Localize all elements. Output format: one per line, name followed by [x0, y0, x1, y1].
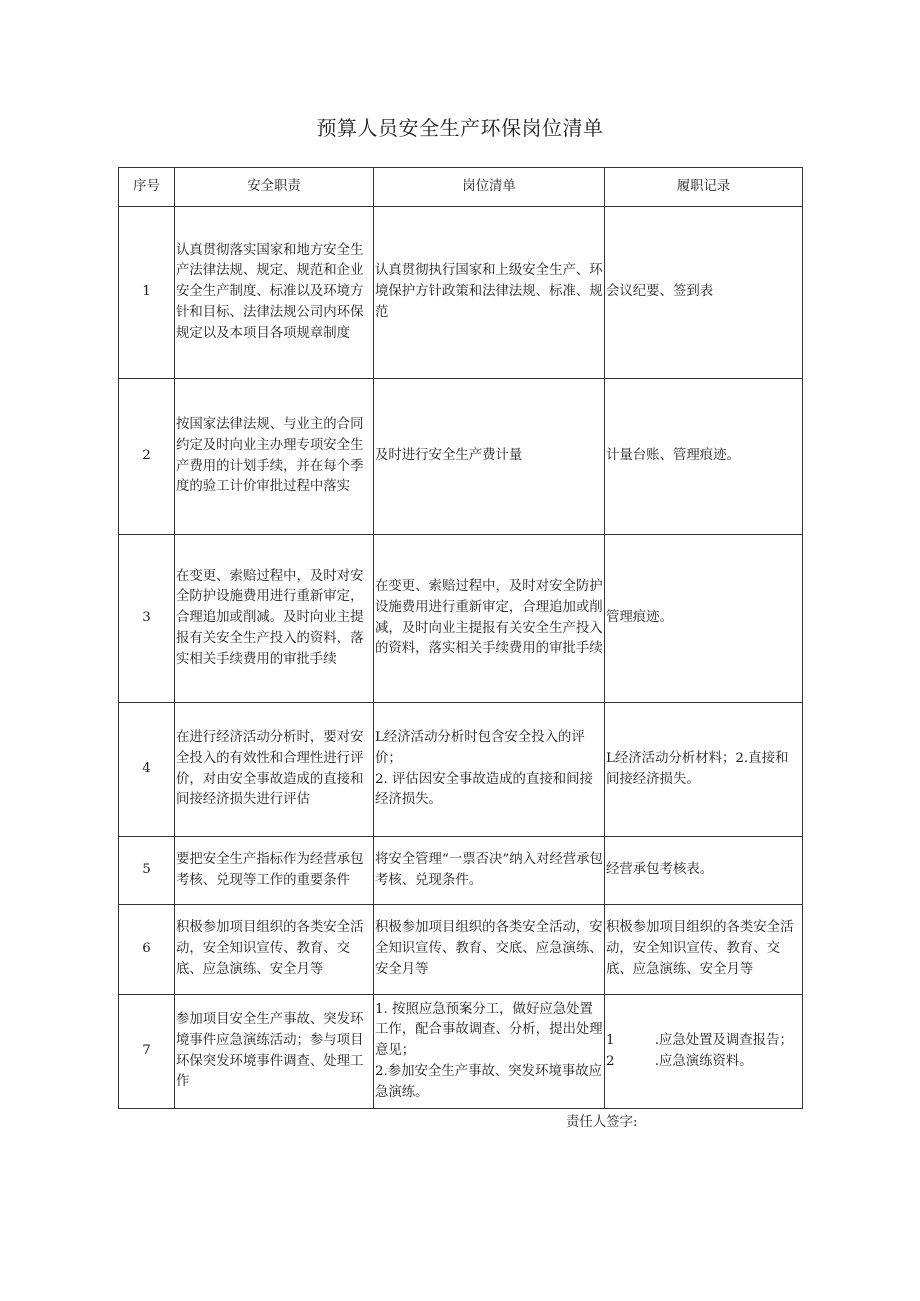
row-seq: 3: [119, 535, 175, 703]
header-performance-record: 履职记录: [605, 168, 803, 207]
row-duty: 在进行经济活动分析时，要对安全投入的有效性和合理性进行评价，对由安全事故造成的直接和间接经济损失进行评估: [175, 703, 374, 837]
row-record: 管理痕迹。: [605, 535, 803, 703]
table-row: [119, 535, 803, 703]
row-seq: 1: [119, 207, 175, 379]
row-record: L经济活动分析材料；2.直接和间接经济损失。: [605, 703, 803, 837]
row-record: 会议纪要、签到表: [605, 207, 803, 379]
header-safety-duty: 安全职责: [175, 168, 374, 207]
table-row: [119, 703, 803, 837]
row-duty: 在变更、索赔过程中，及时对安全防护设施费用进行重新审定，合理追加或削减。及时向业主提报有关安全生产投入的资料，落实相关手续费用的审批手续: [175, 535, 374, 703]
row-duty: 按国家法律法规、与业主的合同约定及时向业主办理专项安全生产费用的计划手续，并在每个季度的验工计价审批过程中落实: [175, 379, 374, 535]
duty-table: [118, 167, 803, 1109]
row-post: 认真贯彻执行国家和上级安全生产、环境保护方针政策和法律法规、标准、规范: [374, 207, 605, 379]
header-seq: 序号: [119, 168, 175, 207]
row-record: 计量台账、管理痕迹。: [605, 379, 803, 535]
row-record: 积极参加项目组织的各类安全活动，安全知识宣传、教育、交底、应急演练、安全月等: [605, 905, 803, 995]
table-row: [119, 995, 803, 1109]
row-seq: 7: [119, 995, 175, 1109]
row-seq: 4: [119, 703, 175, 837]
table-row: [119, 379, 803, 535]
row-seq: 2: [119, 379, 175, 535]
row-post: 将安全管理“一票否决”纳入对经营承包考核、兑现条件。: [374, 837, 605, 905]
row-post: L经济活动分析时包含安全投入的评价； 2. 评估因安全事故造成的直接和间接经济损失。: [374, 703, 605, 837]
row-seq: 6: [119, 905, 175, 995]
table-row: [119, 905, 803, 995]
signature-label: 责任人签字:: [566, 1115, 638, 1130]
row-post: 在变更、索赔过程中，及时对安全防护设施费用进行重新审定，合理追加或削减，及时向业主提报有关安全生产投入的资料，落实相关手续费用的审批手续: [374, 535, 605, 703]
page-title: 预算人员安全生产环保岗位清单: [316, 116, 604, 140]
row-duty: 参加项目安全生产事故、突发环境事件应急演练活动；参与项目环保突发环境事件调查、处理工作: [175, 995, 374, 1109]
table-row: [119, 837, 803, 905]
row-record: 经营承包考核表。: [605, 837, 803, 905]
row-post: 积极参加项目组织的各类安全活动，安全知识宣传、教育、交底、应急演练、安全月等: [374, 905, 605, 995]
header-row: [119, 168, 803, 207]
row-duty: 认真贯彻落实国家和地方安全生产法律法规、规定、规范和企业安全生产制度、标准以及环境方针和目标、法律法规公司内环保规定以及本项目各项规章制度: [175, 207, 374, 379]
table-row: [119, 207, 803, 379]
header-post-list: 岗位清单: [374, 168, 605, 207]
row-duty: 要把安全生产指标作为经营承包考核、兑现等工作的重要条件: [175, 837, 374, 905]
row-post: 1. 按照应急预案分工，做好应急处置工作，配合事故调查、分析，提出处理意见； 2.参加安全生产事故、突发环境事故应急演练。: [374, 995, 605, 1109]
row-record: 1 .应急处置及调查报告； 2 .应急演练资料。: [605, 995, 803, 1109]
row-duty: 积极参加项目组织的各类安全活动，安全知识宣传、教育、交底、应急演练、安全月等: [175, 905, 374, 995]
row-post: 及时进行安全生产费计量: [374, 379, 605, 535]
row-seq: 5: [119, 837, 175, 905]
